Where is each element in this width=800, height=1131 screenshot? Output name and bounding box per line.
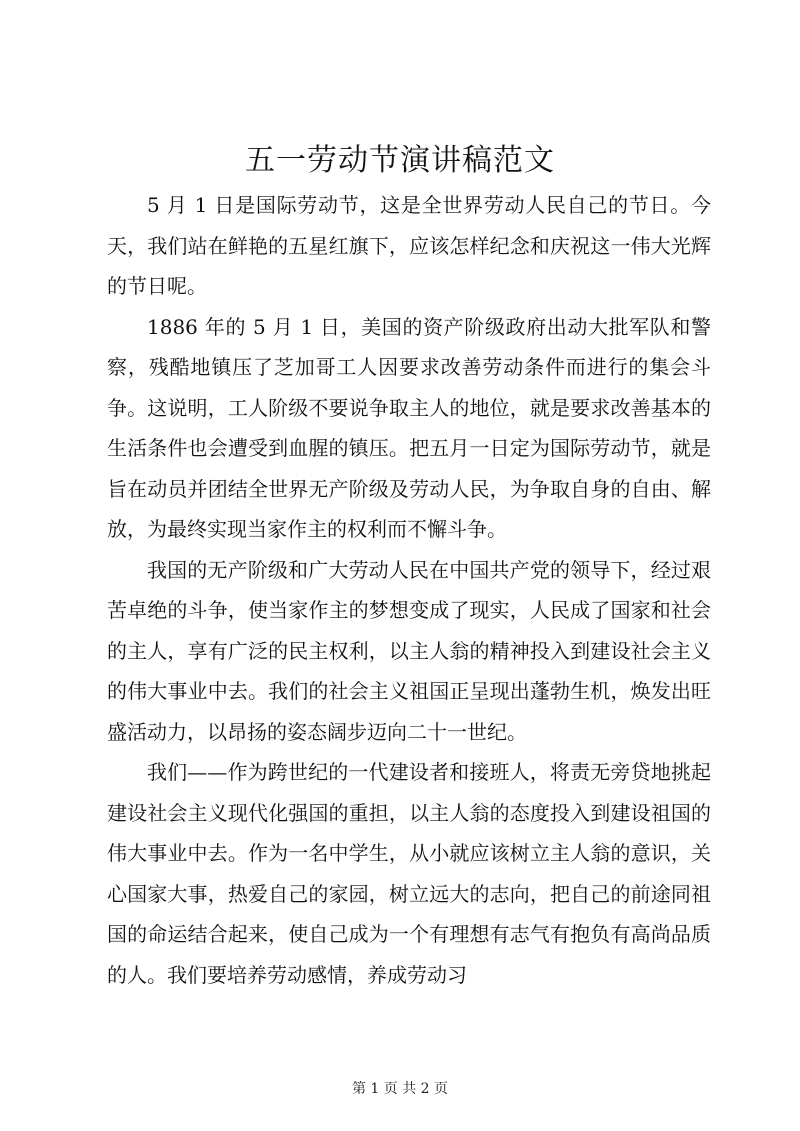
document-body [107, 185, 711, 995]
paragraph-2: 1886 年的 5 月 1 日，美国的资产阶级政府出动大批军队和警察，残酷地镇压了芝加哥工人因要求改善劳动条件而进行的集会斗争。这说明，工人阶级不要说争取主人的地位，就是要求改善基本的生活条件也会遭受到血腥的镇压。把五月一日定为国际劳动节，就是旨在动员并团结全世界无产阶级及劳动人民，为争取自身的自由、解放，为最终实现当家作主的权利而不懈斗争。 [107, 314, 711, 541]
page-footer: 第 1 页 共 2 页 [351, 1081, 449, 1097]
paragraph-1: 5 月 1 日是国际劳动节，这是全世界劳动人民自己的节日。今天，我们站在鲜艳的五星红旗下，应该怎样纪念和庆祝这一伟大光辉的节日呢。 [107, 193, 711, 298]
paragraph-4: 我们——作为跨世纪的一代建设者和接班人，将责无旁贷地挑起建设社会主义现代化强国的重担，以主人翁的态度投入到建设祖国的伟大事业中去。作为一名中学生，从小就应该树立主人翁的意识，关心国家大事，热爱自己的家园，树立远大的志向，把自己的前途同祖国的命运结合起来，使自己成为一个有理想有志气有抱负有高尚品质的人。我们要培养劳动感情，养成劳动习 [107, 760, 711, 987]
paragraph-3: 我国的无产阶级和广大劳动人民在中国共产党的领导下，经过艰苦卓绝的斗争，使当家作主的梦想变成了现实，人民成了国家和社会的主人，享有广泛的民主权利，以主人翁的精神投入到建设社会主义的伟大事业中去。我们的社会主义祖国正呈现出蓬勃生机，焕发出旺盛活动力，以昂扬的姿态阔步迈向二十一世纪。 [107, 557, 711, 744]
document-title: 五一劳动节演讲稿范文 [245, 143, 555, 178]
